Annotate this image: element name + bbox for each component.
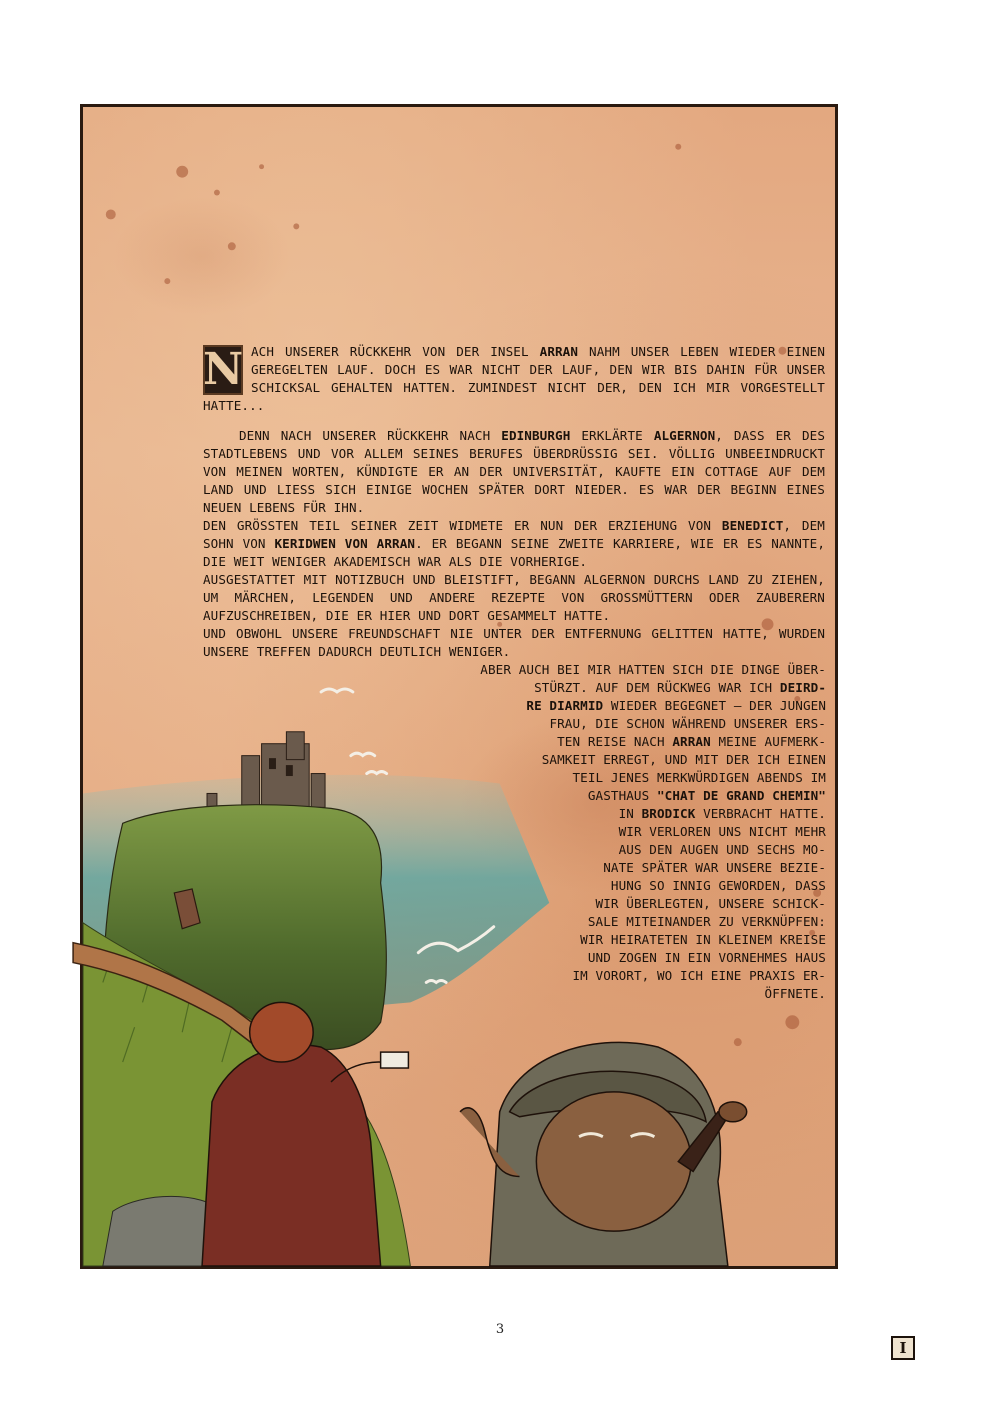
- emphasized-name: KERIDWEN VON ARRAN: [274, 536, 416, 551]
- intro-paragraph: [203, 343, 825, 415]
- text-run: ABER AUCH BEI MIR HATTEN SICH DIE DINGE ÜBER-: [480, 662, 826, 677]
- paragraph-benedict: [203, 517, 825, 571]
- emphasized-name: ALGERNON: [653, 428, 716, 443]
- text-run: DEN GRÖSSTEN TEIL SEINER ZEIT WIDMETE ER NUN DER ERZIEHUNG VON: [203, 518, 722, 533]
- intro-text: [203, 344, 825, 413]
- narration-line: [471, 823, 826, 841]
- text-run: , DEM SOHN VON: [203, 518, 825, 551]
- narration-line: [471, 877, 826, 895]
- volume-badge: I: [891, 1336, 915, 1360]
- narration-line: [471, 967, 826, 985]
- narration-line: [471, 895, 826, 913]
- emphasized-name: "CHAT DE GRAND CHEMIN": [656, 788, 826, 803]
- text-run: WIR VERLOREN UNS NICHT MEHR: [618, 824, 826, 839]
- paragraph-edinburgh: [203, 427, 825, 517]
- comic-panel: [80, 104, 907, 1357]
- emphasized-name: RE DIARMID: [526, 698, 604, 713]
- text-run: TEIL JENES MERKWÜRDIGEN ABENDS IM: [572, 770, 826, 785]
- emphasized-name: BRODICK: [641, 806, 696, 821]
- text-run: WIR HEIRATETEN IN KLEINEM KREISE: [580, 932, 826, 947]
- text-run: IN: [618, 806, 642, 821]
- narration-line: [471, 697, 826, 715]
- text-run: FRAU, DIE SCHON WÄHREND UNSERER ERS-: [549, 716, 826, 731]
- text-run: MEINE AUFMERK-: [710, 734, 826, 749]
- text-run: ÖFFNETE.: [764, 986, 826, 1001]
- narration-line: [471, 841, 826, 859]
- narration-line: [471, 805, 826, 823]
- text-run: NATE SPÄTER WAR UNSERE BEZIE-: [603, 860, 826, 875]
- text-run: NAHM UNSER LEBEN WIEDER EINEN GEREGELTEN LAUF. DOCH ES WAR NICHT DER LAUF, DEN WIR BIS DAHIN FÜR UNSER SCHICKSAL GEHALTEN HATTEN. ZUMINDEST NICHT DER, DEN ICH MIR VORGESTELLT HATTE...: [203, 344, 825, 413]
- narration-line: [471, 985, 826, 1003]
- text-run: WIR ÜBERLEGTEN, UNSERE SCHICK-: [595, 896, 826, 911]
- narration-line: [471, 661, 826, 679]
- paragraph-algernon-travels: [203, 571, 825, 625]
- text-run: UND OBWOHL UNSERE FREUNDSCHAFT NIE UNTER DER ENTFERNUNG GELITTEN HATTE, WURDEN UNSERE TREFFEN DADURCH DEUTLICH WENIGER.: [203, 626, 825, 659]
- narration-line: [471, 751, 826, 769]
- text-run: HUNG SO INNIG GEWORDEN, DASS: [610, 878, 826, 893]
- narration-line: [471, 769, 826, 787]
- text-run: VERBRACHT HATTE.: [695, 806, 826, 821]
- text-run: . ER BEGANN SEINE ZWEITE KARRIERE, WIE ER ES NANNTE, DIE WEIT WENIGER AKADEMISCH WAR ALS DIE VORHERIGE.: [203, 536, 826, 569]
- narration-right: [471, 661, 826, 1003]
- narration-line: [471, 859, 826, 877]
- text-run: ERKLÄRTE: [570, 428, 654, 443]
- text-run: , DASS ER DES STADTLEBENS UND VOR ALLEM SEINES BERUFES ÜBERDRÜSSIG SEI. VÖLLIG UNBEEINDRUCKT VON MEINEN WORTEN, KÜNDIGTE ER AN DER UNIVERSITÄT, KAUFTE EIN COTTAGE AUF DEM LAND UND LIESS SICH EINIGE WOCHEN SPÄTER DORT NIEDER. ES WAR DER BEGINN EINES NEUEN LEBENS FÜR IHN.: [203, 428, 826, 515]
- page-number: 3: [495, 1322, 505, 1337]
- narration-line: [471, 913, 826, 931]
- narration-line: [471, 787, 826, 805]
- text-run: SALE MITEINANDER ZU VERKNÜPFEN:: [587, 914, 826, 929]
- text-run: SAMKEIT ERREGT, UND MIT DER ICH EINEN: [541, 752, 826, 767]
- emphasized-name: EDINBURGH: [501, 428, 571, 443]
- narration-line: [471, 931, 826, 949]
- text-run: ACH UNSERER RÜCKKEHR VON DER INSEL: [251, 344, 540, 359]
- text-run: GASTHAUS: [587, 788, 657, 803]
- text-run: UND ZOGEN IN EIN VORNEHMES HAUS: [587, 950, 826, 965]
- old-man-with-pipe: [460, 1042, 747, 1266]
- narration-line: [471, 679, 826, 697]
- text-run: WIEDER BEGEGNET – DER JUNGEN: [603, 698, 826, 713]
- paragraph-friendship: [203, 625, 825, 661]
- dropcap-initial: N: [203, 344, 244, 395]
- narration-top: [203, 343, 825, 661]
- emphasized-name: DEIRD-: [779, 680, 826, 695]
- narration-line: [471, 715, 826, 733]
- emphasized-name: BENEDICT: [721, 518, 784, 533]
- text-run: STÜRZT. AUF DEM RÜCKWEG WAR ICH: [534, 680, 780, 695]
- narration-line: [471, 733, 826, 751]
- emphasized-name: ARRAN: [539, 344, 579, 359]
- narration-line: [471, 949, 826, 967]
- text-run: AUS DEN AUGEN UND SECHS MO-: [618, 842, 826, 857]
- text-run: AUSGESTATTET MIT NOTIZBUCH UND BLEISTIFT, BEGANN ALGERNON DURCHS LAND ZU ZIEHEN, UM MÄRCHEN, LEGENDEN UND ANDERE REZEPTE VON GROSSMÜTTERN ODER ZAUBERERN AUFZUSCHREIBEN, DIE ER HIER UND DORT GESAMMELT HATTE.: [203, 572, 825, 623]
- emphasized-name: ARRAN: [672, 734, 711, 749]
- text-run: TEN REISE NACH: [557, 734, 673, 749]
- text-run: DENN NACH UNSERER RÜCKKEHR NACH: [239, 428, 502, 443]
- text-run: IM VORORT, WO ICH EINE PRAXIS ER-: [572, 968, 826, 983]
